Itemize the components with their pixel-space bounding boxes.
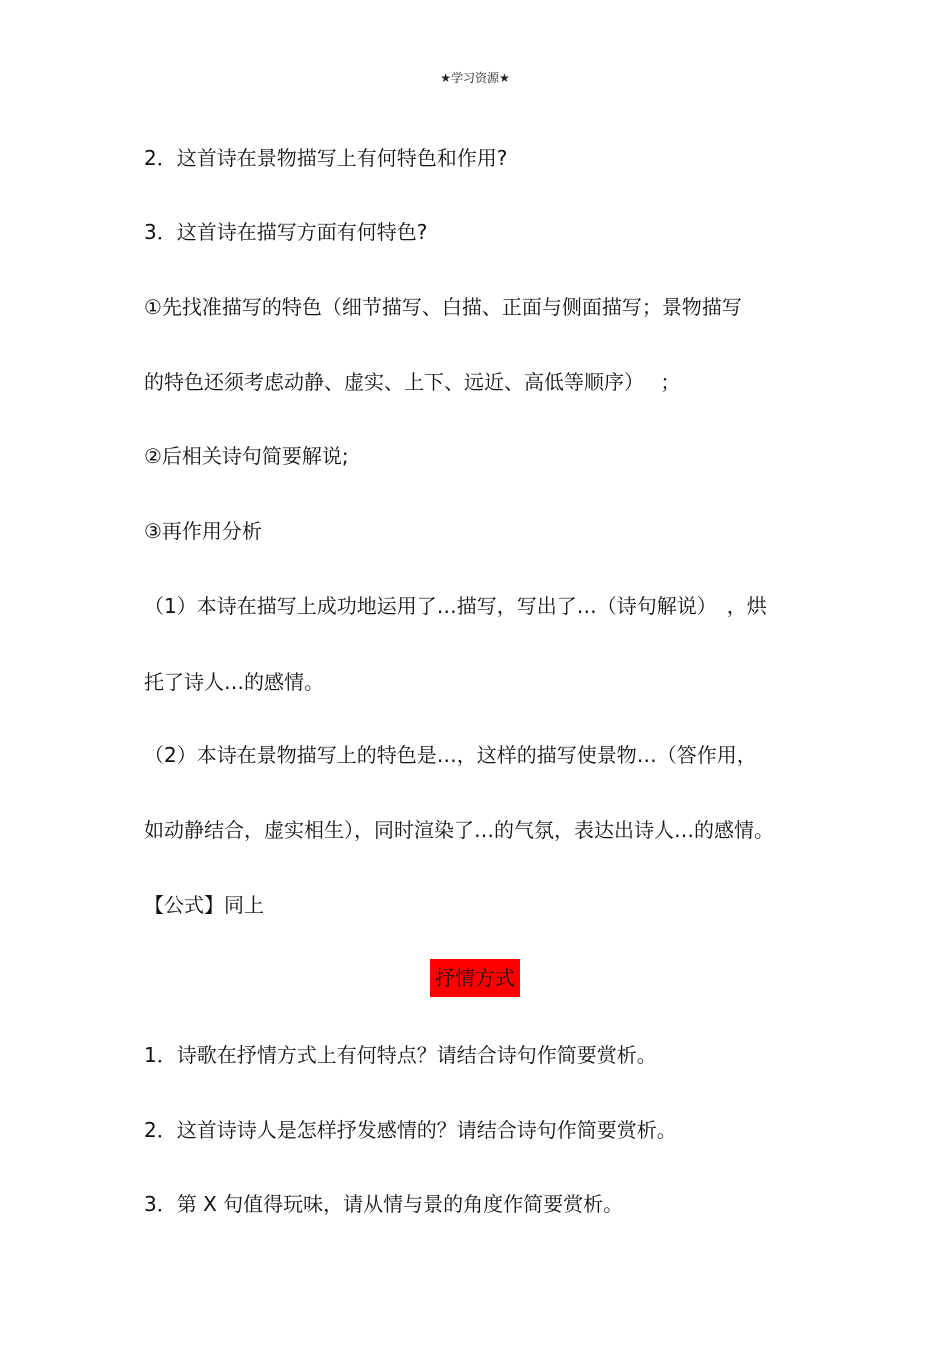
step-1-line-1: ①先找准描写的特色（细节描写、白描、正面与侧面描写；景物描写 [144, 295, 742, 319]
lyric-question-1: 1．诗歌在抒情方式上有何特点？请结合诗句作简要赏析。 [144, 1043, 657, 1067]
section-title-lyric-method: 抒情方式 [430, 959, 520, 997]
answer-2-line-2: 如动静结合，虚实相生），同时渲染了…的气氛，表达出诗人…的感情。 [144, 818, 774, 842]
formula-note: 【公式】同上 [144, 893, 264, 917]
question-description-feature: 3．这首诗在描写方面有何特色? [144, 220, 428, 244]
step-1-line-2: 的特色还须考虑动静、虚实、上下、远近、高低等顺序） ； [144, 370, 681, 394]
step-2: ②后相关诗句简要解说; [144, 444, 349, 468]
lyric-question-3: 3．第 X 句值得玩味，请从情与景的角度作简要赏析。 [144, 1192, 624, 1216]
question-scene-feature: 2．这首诗在景物描写上有何特色和作用? [144, 146, 508, 170]
page-header: ★学习资源★ [440, 71, 510, 85]
lyric-question-2: 2．这首诗诗人是怎样抒发感情的？请结合诗句作简要赏析。 [144, 1118, 677, 1142]
step-3: ③再作用分析 [144, 519, 262, 543]
answer-2-line-1: （2）本诗在景物描写上的特色是…，这样的描写使景物…（答作用， [144, 743, 757, 767]
answer-1-line-1: （1）本诗在描写上成功地运用了…描写，写出了…（诗句解说） ，烘 [144, 594, 767, 618]
answer-1-line-2: 托了诗人…的感情。 [144, 670, 324, 694]
